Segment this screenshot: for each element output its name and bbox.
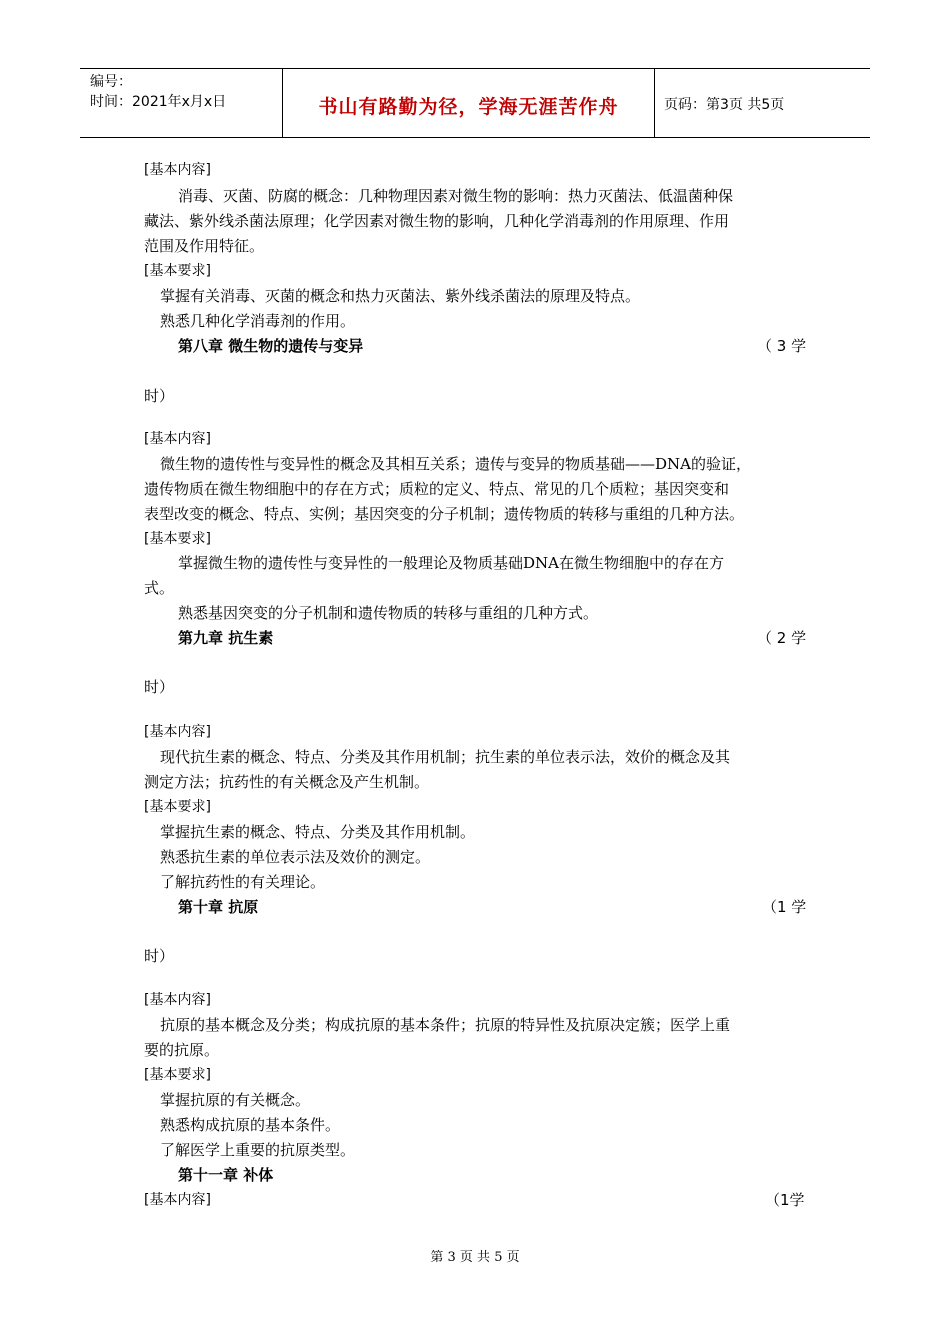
chapter-title: 第十一章 补体 <box>178 1166 274 1184</box>
section-heading: [基本要求] <box>144 1067 211 1083</box>
header-left-cell <box>80 69 282 137</box>
paragraph-line: 消毒、灭菌、防腐的概念：几种物理因素对微生物的影响：热力灭菌法、低温菌种保 <box>178 187 734 205</box>
paragraph-line: 现代抗生素的概念、特点、分类及其作用机制；抗生素的单位表示法，效价的概念及其 <box>160 748 731 766</box>
section-heading: [基本内容] <box>144 162 211 178</box>
paragraph-line: 掌握抗原的有关概念。 <box>160 1091 311 1109</box>
section-heading: [基本要求] <box>144 531 211 547</box>
page-header <box>80 68 870 138</box>
section-heading: [基本内容] <box>144 724 211 740</box>
header-right-cell <box>654 69 870 137</box>
paragraph-line: 测定方法；抗药性的有关概念及产生机制。 <box>144 773 430 791</box>
number-label: 编号： <box>90 74 132 90</box>
chapter-hours-end: 时） <box>144 387 175 405</box>
chapter-hours-end: 时） <box>144 947 175 965</box>
chapter-hours: （ 2 学 <box>757 629 807 647</box>
chapter-hours-end: 时） <box>144 678 175 696</box>
section-heading: [基本要求] <box>144 263 211 279</box>
page-footer: 第 3 页 共 5 页 <box>430 1250 520 1265</box>
paragraph-line: 范围及作用特征。 <box>144 237 265 255</box>
paragraph-line: 微生物的遗传性与变异性的概念及其相互关系；遗传与变异的物质基础——DNA的验证， <box>160 455 751 473</box>
chapter-hours: （ 3 学 <box>757 337 807 355</box>
paragraph-line: 藏法、紫外线杀菌法原理；化学因素对微生物的影响，几种化学消毒剂的作用原理、作用 <box>144 212 730 230</box>
paragraph-line: 了解抗药性的有关理论。 <box>160 873 326 891</box>
paragraph-line: 熟悉几种化学消毒剂的作用。 <box>160 312 356 330</box>
section-heading: [基本内容] <box>144 431 211 447</box>
chapter-title: 第十章 抗原 <box>178 898 259 916</box>
paragraph-line: 式。 <box>144 579 175 597</box>
date-label: 时间：2021年x月x日 <box>90 94 227 110</box>
paragraph-line: 熟悉抗生素的单位表示法及效价的测定。 <box>160 848 431 866</box>
paragraph-line: 熟悉基因突变的分子机制和遗传物质的转移与重组的几种方式。 <box>178 604 599 622</box>
paragraph-line: 遗传物质在微生物细胞中的存在方式；质粒的定义、特点、常见的几个质粒；基因突变和 <box>144 480 730 498</box>
page-label: 页码：第3页 共5页 <box>664 97 785 113</box>
paragraph-line: 熟悉构成抗原的基本条件。 <box>160 1116 341 1134</box>
paragraph-line: 掌握微生物的遗传性与变异性的一般理论及物质基础DNA在微生物细胞中的存在方 <box>178 554 724 572</box>
paragraph-line: 了解医学上重要的抗原类型。 <box>160 1141 356 1159</box>
paragraph-line: 掌握有关消毒、灭菌的概念和热力灭菌法、紫外线杀菌法的原理及特点。 <box>160 287 641 305</box>
section-heading: [基本内容] <box>144 992 211 1008</box>
chapter-title: 第九章 抗生素 <box>178 629 274 647</box>
section-heading: [基本内容] <box>144 1192 211 1208</box>
paragraph-line: 要的抗原。 <box>144 1041 220 1059</box>
section-heading: [基本要求] <box>144 799 211 815</box>
paragraph-line: 表型改变的概念、特点、实例；基因突变的分子机制；遗传物质的转移与重组的几种方法。 <box>144 505 745 523</box>
paragraph-line: 抗原的基本概念及分类；构成抗原的基本条件；抗原的特异性及抗原决定簇；医学上重 <box>160 1016 731 1034</box>
motto: 书山有路勤为径，学海无涯苦作舟 <box>318 96 619 118</box>
chapter-hours: （1学 <box>765 1191 805 1209</box>
header-center-cell <box>282 69 655 137</box>
paragraph-line: 掌握抗生素的概念、特点、分类及其作用机制。 <box>160 823 476 841</box>
chapter-hours: （1 学 <box>762 898 807 916</box>
chapter-title: 第八章 微生物的遗传与变异 <box>178 337 364 355</box>
